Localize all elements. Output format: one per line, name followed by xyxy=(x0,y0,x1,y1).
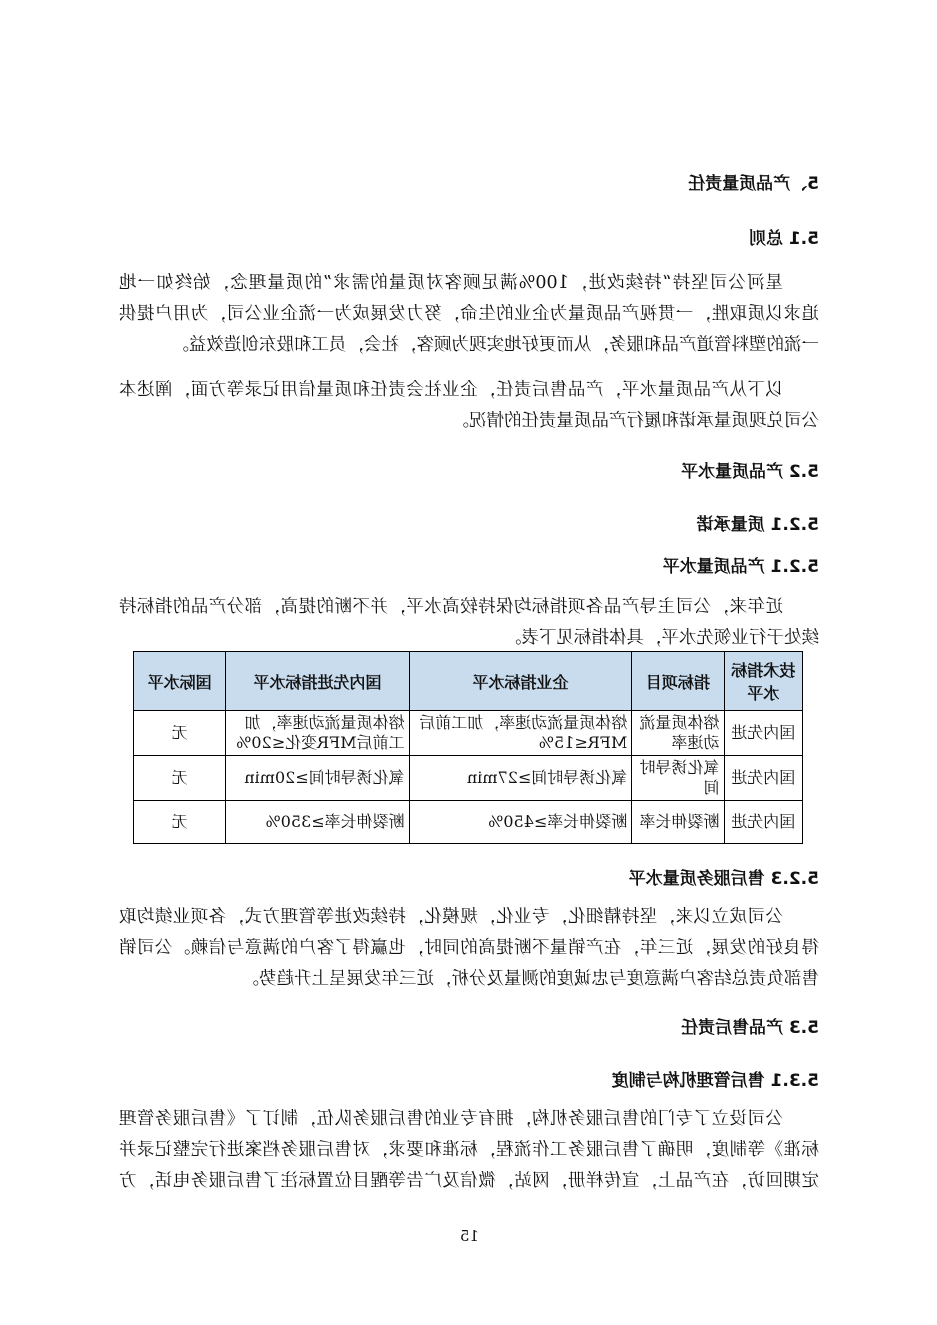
paragraph-quality-philosophy xyxy=(119,268,819,361)
text-line: 公司兑现质量承诺和履行产品质量责任的情况。 xyxy=(451,411,819,431)
text-line: 定期回访，在产品上，宣传样册，网站，微信及广告等醒目位置标注了售后服务电话，方 xyxy=(119,1171,819,1191)
table-cell: 熔体质量流动速率，加工前后MFR变化≤20% xyxy=(226,711,409,756)
text-line: 近年来，公司主导产品各项指标均保持较高水平，并不断的提高，部分产品的指标持 xyxy=(119,597,783,617)
text-line: 追求以质取胜，一贯视产品质量为企业的生命，努力发展成为一流企业公司，为用户提供 xyxy=(119,304,819,324)
table-cell: 无 xyxy=(134,756,226,801)
section-heading-5-3-1: 5.3.1 售后管理机构与制度 xyxy=(611,1071,819,1091)
table-cell: 断裂伸长率≥450% xyxy=(409,801,632,844)
column-header: 国内先进指标水平 xyxy=(226,652,409,711)
text-line: 售部负责总结客户满意度与忠诚度的测量及分析，近三年发展呈上升趋势。 xyxy=(241,969,819,989)
paragraph-after-sales-quality xyxy=(119,902,819,995)
column-header: 技术指标水平 xyxy=(724,652,802,711)
technical-indicator-table xyxy=(133,651,803,844)
table-cell: 国内先进 xyxy=(724,801,802,844)
table-cell: 熔体质量流动速率，加工前后MFR≤15% xyxy=(409,711,632,756)
text-line: 得良好的发展，近三年，在产销量不断提高的同时，也赢得了客户的满意与信赖。公司销 xyxy=(119,938,819,958)
table-cell: 无 xyxy=(134,801,226,844)
paragraph-after-sales-organization xyxy=(119,1104,819,1197)
page-number: 15 xyxy=(459,1227,479,1245)
section-heading-5: 5、产品质量责任 xyxy=(688,174,819,194)
paragraph-overview xyxy=(119,375,819,437)
table-header-row xyxy=(134,652,803,711)
paragraph-indicator-intro xyxy=(119,592,819,654)
column-header: 国际水平 xyxy=(134,652,226,711)
text-line: 标准》等制度，明确了售后服务工作流程，标准和要求，对售后服务档案进行完整记录并 xyxy=(119,1140,819,1160)
section-heading-5-2-3: 5.2.3 售后服务质量水平 xyxy=(628,869,819,889)
text-line: 一流的塑料管道产品和服务，从而更好地实现为顾客，社会，员工和股东创造效益。 xyxy=(171,335,819,355)
table-cell: 氧化诱导时间≥20min xyxy=(226,756,409,801)
column-header: 指标项目 xyxy=(632,652,724,711)
section-heading-5-2-1-commitment: 5.2.1 质量承诺 xyxy=(696,515,819,535)
table-row xyxy=(134,801,803,844)
section-heading-5-2-1-level: 5.2.1 产品质量水平 xyxy=(662,557,819,577)
table-cell: 国内先进 xyxy=(724,756,802,801)
section-heading-5-3: 5.3 产品售后责任 xyxy=(680,1018,819,1038)
text-line: 公司设立了专门的售后服务机构，拥有专业的售后服务队伍，制订了《售后服务管理 xyxy=(119,1109,783,1129)
text-line: 公司成立以来，坚持精细化，专业化，规模化，持续改进等管理方式，各项业绩均取 xyxy=(119,907,783,927)
table-row xyxy=(134,711,803,756)
table-cell: 熔体质量流动速率 xyxy=(632,711,724,756)
table-cell: 断裂伸长率≥350% xyxy=(226,801,409,844)
section-heading-5-1: 5.1 总则 xyxy=(748,229,819,249)
table-cell: 氧化诱导时间≥27min xyxy=(409,756,632,801)
text-line: 以下从产品质量水平，产品售后责任，企业社会责任和质量信用记录等方面，阐述本 xyxy=(119,380,783,400)
table-cell: 断裂伸长率 xyxy=(632,801,724,844)
table-cell: 无 xyxy=(134,711,226,756)
column-header: 企业指标水平 xyxy=(409,652,632,711)
text-line: 续处于行业领先水平，具体指标见下表。 xyxy=(504,628,819,648)
table-cell: 氧化诱导时间 xyxy=(632,756,724,801)
table-row xyxy=(134,756,803,801)
section-heading-5-2: 5.2 产品质量水平 xyxy=(680,462,819,482)
text-line: 星河公司坚持“持续改进，100%满足顾客对质量的需求”的质量理念，始终如一地 xyxy=(119,273,783,293)
table-cell: 国内先进 xyxy=(724,711,802,756)
